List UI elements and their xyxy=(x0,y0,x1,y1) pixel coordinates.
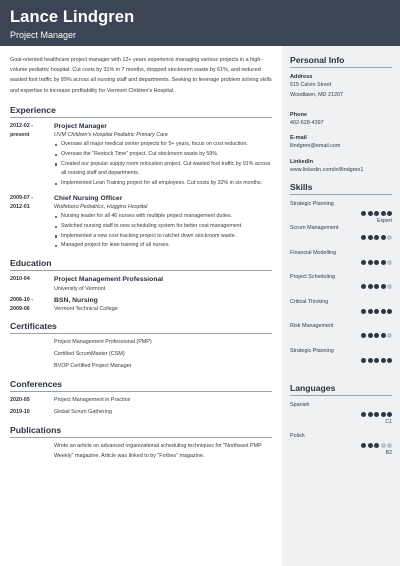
rating-dot-filled xyxy=(374,333,379,338)
conference-name: Global Scrum Gathering xyxy=(54,409,112,416)
rating-dot-filled xyxy=(387,358,392,363)
address-line-1: 515 Calvin Street xyxy=(290,82,332,88)
job-title: Project Manager xyxy=(54,122,107,130)
rating-dots xyxy=(360,235,392,240)
experience-heading: Experience xyxy=(10,105,272,118)
rating-dot-filled xyxy=(368,333,373,338)
experience-entry xyxy=(10,122,272,189)
rating-dot-filled xyxy=(368,443,373,448)
date-to: present xyxy=(10,131,30,138)
skills-list xyxy=(290,200,392,372)
job-bullets xyxy=(54,212,272,251)
rating-dot-filled xyxy=(368,235,373,240)
skill-item xyxy=(290,273,392,298)
resume-header xyxy=(0,0,400,46)
candidate-role: Project Manager xyxy=(10,30,77,40)
experience-entry xyxy=(10,194,272,251)
certificate-item xyxy=(10,362,272,372)
email-value[interactable]: llindgren@email.com xyxy=(290,143,341,150)
email-label: E-mail xyxy=(290,135,307,142)
bullet-item: Oversaw all major medical center projects for 5+ years, focus on cost reduction. xyxy=(54,140,272,150)
bullet-item: Implemented a new cost tracking project to ratchet down stockroom waste. xyxy=(54,232,272,242)
rating-dots xyxy=(360,260,392,265)
languages-list xyxy=(290,401,392,463)
conference-date: 2020-05 xyxy=(10,397,30,404)
level-label: B2 xyxy=(385,450,392,457)
rating-dot-filled xyxy=(361,260,366,265)
rating-dots xyxy=(360,443,392,448)
rating-dot-filled xyxy=(368,260,373,265)
rating-dot-filled xyxy=(374,211,379,216)
entry-dates xyxy=(10,275,50,284)
rating-dot-filled xyxy=(374,412,379,417)
rating-dot-filled xyxy=(381,309,386,314)
date-to: 2009-06 xyxy=(10,305,30,312)
publication-text: Wrote an article on advanced organizational scheduling techniques for "Northeast PMP Weekly" magazine. Article was linked to by "Forbes" magazine. xyxy=(54,443,262,459)
conference-item xyxy=(10,396,272,406)
rating-dot-empty xyxy=(387,284,392,289)
entry-dates xyxy=(10,296,50,314)
rating-dot-filled xyxy=(361,333,366,338)
job-title: Chief Nursing Officer xyxy=(54,194,123,202)
rating-dot-filled xyxy=(368,211,373,216)
skill-item xyxy=(290,249,392,274)
rating-dot-filled xyxy=(368,309,373,314)
rating-dot-empty xyxy=(387,443,392,448)
rating-dot-filled xyxy=(374,235,379,240)
rating-dot-filled xyxy=(368,284,373,289)
linkedin-block xyxy=(290,158,392,176)
date-from: 2006-10 - xyxy=(10,296,34,303)
certificate-name: Project Management Professional (PMP) xyxy=(54,339,152,346)
rating-dot-filled xyxy=(361,211,366,216)
conference-name: Project Management in Practice xyxy=(54,397,131,404)
certificate-name: Certified ScrumMaster (CSM) xyxy=(54,351,125,358)
date-to: 2012-01 xyxy=(10,203,30,210)
rating-dots xyxy=(360,333,392,338)
bullet-item: Implemented Lean Training project for all employees. Cut costs by 32% in six months. xyxy=(54,179,272,189)
rating-dot-filled xyxy=(361,358,366,363)
rating-dots xyxy=(360,284,392,289)
personal-info-heading: Personal Info xyxy=(290,55,392,68)
rating-dot-filled xyxy=(374,260,379,265)
rating-dot-filled xyxy=(374,443,379,448)
rating-dot-filled xyxy=(381,211,386,216)
skill-item-name: Critical Thinking xyxy=(290,298,329,305)
summary-text: Goal-oriented healthcare project manager with 12+ years experience managing various projects in a high-volume pediatric hospital. Cut costs by 31% in 7 months, dropped stockroom waste by 61%, and reduced wasted foot traffic by 89% across all nursing staff and departments. Seeking to leverage problem solving skills and expertise to increase profitability for Vermont Children's Hospital. xyxy=(10,57,272,94)
job-organization: UVM Children's Hospital Pediatric Primary Care xyxy=(54,132,168,139)
rating-dots xyxy=(360,211,392,216)
rating-dots xyxy=(360,309,392,314)
conference-date: 2019-10 xyxy=(10,409,30,416)
certificate-name: BVOP Certified Project Manager xyxy=(54,363,132,370)
language-item xyxy=(290,401,392,432)
education-entry xyxy=(10,275,272,294)
skill-item-name: Strategic Planning xyxy=(290,347,334,354)
conference-item xyxy=(10,408,272,418)
address-line-2: Woodlawn, MD 21207 xyxy=(290,91,343,98)
rating-dot-filled xyxy=(361,309,366,314)
education-heading: Education xyxy=(10,258,272,271)
address-block xyxy=(290,73,392,101)
education-entry xyxy=(10,296,272,315)
rating-dot-filled xyxy=(361,443,366,448)
skill-item-name: Risk Management xyxy=(290,323,334,330)
phone-label: Phone xyxy=(290,111,308,118)
bullet-item: Created our popular supply room relocation project. Cut wasted foot traffic by 91% across all nursing staff and departments. xyxy=(54,160,272,179)
date-from: 2010-04 xyxy=(10,276,30,283)
rating-dot-filled xyxy=(381,260,386,265)
job-bullets xyxy=(54,140,272,189)
address-label: Address xyxy=(290,74,313,80)
degree-title: Project Management Professional xyxy=(54,276,164,284)
rating-dot-filled xyxy=(381,235,386,240)
rating-dot-empty xyxy=(387,260,392,265)
languages-heading: Languages xyxy=(290,383,392,396)
rating-dot-filled xyxy=(381,284,386,289)
certificate-item xyxy=(10,350,272,360)
rating-dot-filled xyxy=(387,412,392,417)
rating-dot-filled xyxy=(381,412,386,417)
skills-heading: Skills xyxy=(290,182,392,195)
degree-title: BSN, Nursing xyxy=(54,296,98,304)
rating-dot-empty xyxy=(381,443,386,448)
publications-heading: Publications xyxy=(10,425,272,438)
rating-dot-filled xyxy=(374,284,379,289)
rating-dots xyxy=(360,358,392,363)
date-from: 2009-07 - xyxy=(10,194,34,201)
skill-item-name: Strategic Planning xyxy=(290,200,334,207)
job-organization: Wolfeboro Pediatrics, Huggins Hospital xyxy=(54,204,148,211)
rating-dot-filled xyxy=(361,284,366,289)
entry-dates xyxy=(10,194,50,212)
rating-dot-filled xyxy=(387,211,392,216)
rating-dot-filled xyxy=(361,235,366,240)
skill-item-name: Financial Modelling xyxy=(290,249,337,256)
language-item-name: Spanish xyxy=(290,402,310,409)
skill-item xyxy=(290,224,392,249)
certificates-heading: Certificates xyxy=(10,321,272,334)
skill-item xyxy=(290,298,392,323)
school-name: Vermont Technical College xyxy=(54,306,118,313)
sidebar-column xyxy=(290,55,392,463)
main-column xyxy=(10,55,272,461)
rating-dot-filled xyxy=(368,358,373,363)
skill-item xyxy=(290,200,392,225)
bullet-item: Oversaw the "Restock Time" project. Cut stockroom waste by 59%. xyxy=(54,150,272,160)
rating-dot-filled xyxy=(381,333,386,338)
language-item-name: Polish xyxy=(290,433,305,440)
entry-dates xyxy=(10,122,50,140)
certificate-item xyxy=(10,338,272,348)
phone-block xyxy=(290,111,392,129)
candidate-name: Lance Lindgren xyxy=(10,8,135,26)
skill-item xyxy=(290,322,392,347)
rating-dot-empty xyxy=(387,333,392,338)
rating-dot-filled xyxy=(374,358,379,363)
email-block xyxy=(290,134,392,152)
skill-item-name: Scrum Management xyxy=(290,225,339,232)
level-label: C1 xyxy=(385,419,392,426)
rating-dot-filled xyxy=(361,412,366,417)
skill-item-name: Project Scheduling xyxy=(290,274,335,281)
date-from: 2012-02 - xyxy=(10,122,34,129)
rating-dots xyxy=(360,412,392,417)
language-item xyxy=(290,432,392,463)
rating-dot-empty xyxy=(387,235,392,240)
linkedin-label: LinkedIn xyxy=(290,159,313,166)
rating-dot-filled xyxy=(387,309,392,314)
phone-value: 402-628-4397 xyxy=(290,119,324,126)
bullet-item: Switched nursing staff to new scheduling system for better cost management. xyxy=(54,222,272,232)
conferences-heading: Conferences xyxy=(10,379,272,392)
linkedin-value[interactable]: www.linkedin.com/in/llindgren1 xyxy=(290,167,364,174)
rating-dot-filled xyxy=(368,412,373,417)
rating-dot-filled xyxy=(381,358,386,363)
school-name: University of Vermont xyxy=(54,285,106,292)
skill-item xyxy=(290,347,392,372)
level-label: Expert xyxy=(377,217,392,224)
bullet-item: Managed project for lean training of all nurses. xyxy=(54,241,272,251)
rating-dot-filled xyxy=(374,309,379,314)
bullet-item: Nursing leader for all 46 nurses with multiple project management duties. xyxy=(54,212,272,222)
